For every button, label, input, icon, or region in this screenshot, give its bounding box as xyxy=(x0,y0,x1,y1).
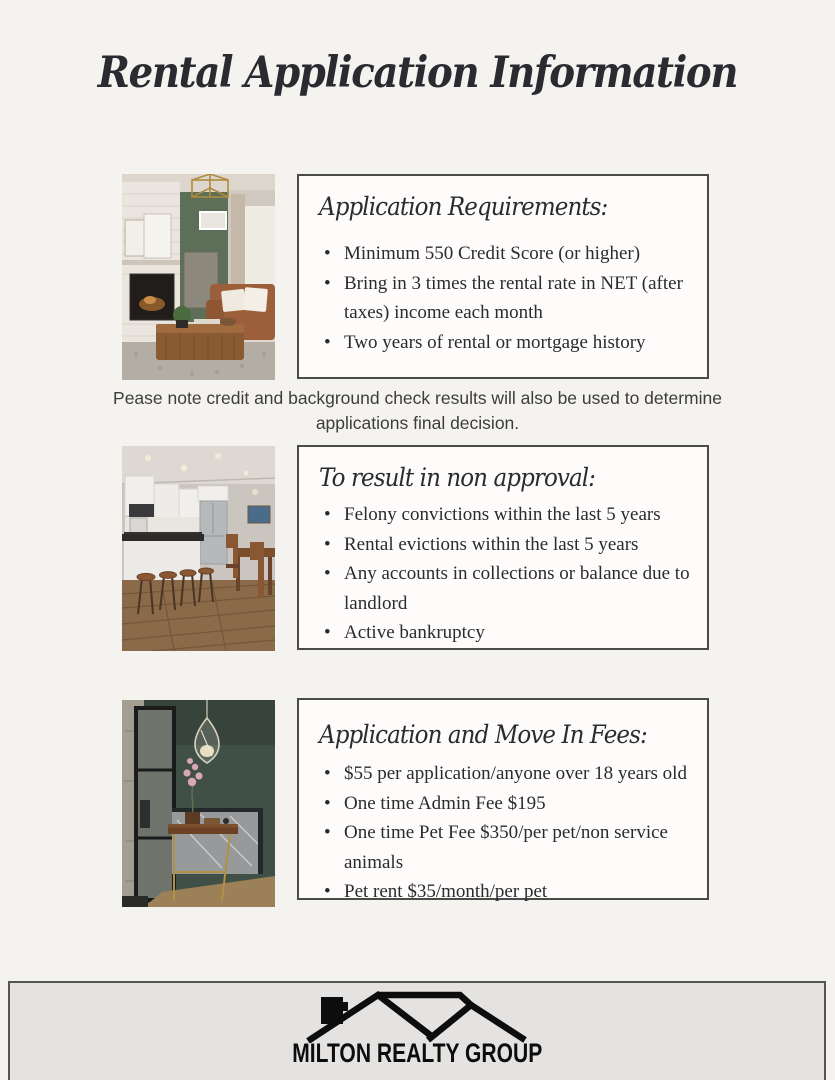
bullet-item: • Felony convictions within the last 5 years xyxy=(319,500,695,530)
fees-box xyxy=(297,698,709,900)
bullet-item: • Two years of rental or mortgage history xyxy=(319,328,695,358)
bullet-item: • Rental evictions within the last 5 years xyxy=(319,530,695,560)
bullet-item: • One time Pet Fee $350/per pet/non service animals xyxy=(319,818,695,877)
requirements-box xyxy=(297,174,709,379)
non-approval-list xyxy=(319,500,695,648)
kitchen-photo xyxy=(122,446,275,651)
living-room-illustration xyxy=(122,174,275,380)
bullet-item: • Active bankruptcy xyxy=(319,618,695,648)
requirements-heading: Application Requirements: xyxy=(319,192,608,221)
bullet-item: • Pet rent $35/month/per pet xyxy=(319,877,695,907)
bullet-item: • Any accounts in collections or balance due to landlord xyxy=(319,559,695,618)
non-approval-box xyxy=(297,445,709,650)
credit-background-note: Pease note credit and background check results will also be used to determine applications final decision. xyxy=(113,388,722,433)
fees-heading: Application and Move In Fees: xyxy=(319,720,647,749)
entryway-illustration xyxy=(122,700,275,907)
bullet-item: • Minimum 550 Credit Score (or higher) xyxy=(319,239,695,269)
bullet-item: • One time Admin Fee $195 xyxy=(319,789,695,819)
page-title: Rental Application Information xyxy=(97,48,738,98)
brand-name: MILTON REALTY GROUP xyxy=(291,1038,542,1068)
rooftops-icon xyxy=(304,991,530,1043)
living-room-photo xyxy=(122,174,275,380)
brand-logo xyxy=(257,991,578,1069)
bullet-item: • $55 per application/anyone over 18 years old xyxy=(319,759,695,789)
footer-bar xyxy=(8,981,826,1080)
non-approval-heading: To result in non approval: xyxy=(319,463,596,492)
bullet-item: • Bring in 3 times the rental rate in NET (after taxes) income each month xyxy=(319,269,695,328)
entryway-photo xyxy=(122,700,275,907)
requirements-list xyxy=(319,239,695,357)
fees-list xyxy=(319,759,695,907)
kitchen-illustration xyxy=(122,446,275,651)
